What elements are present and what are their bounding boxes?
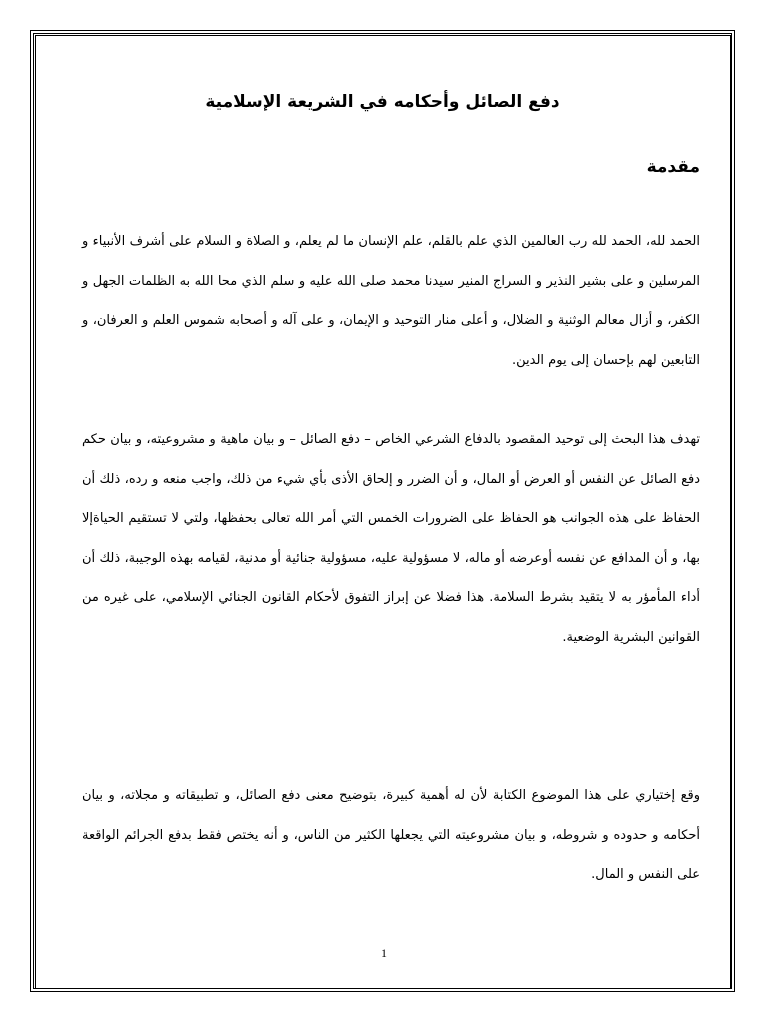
paragraph-1: الحمد لله، الحمد لله رب العالمين الذي علم بالقلم، علم الإنسان ما لم يعلم، و الصلاة و السلام على أشرف الأنبياء و المرسلين و على بشير النذير و السراج المنير سيدنا محمد صلى الله عليه و سلم الذي محا الله به الظلمات الجهل و الكفر، و أزال معالم الوثنية و الضلال، و أعلى منار التوحيد و الإيمان، و على آله و أصحابه شموس العلم و العرفان، و التابعين لهم بإحسان إلى يوم الدين. [82,234,700,368]
page-number: 1 [381,946,387,960]
section-heading-introduction: مقدمة [646,157,700,177]
paragraph-2: تهدف هذا البحث إلى توحيد المقصود بالدفاع الشرعي الخاص – دفع الصائل – و بيان ماهية و مشروعيته، و بيان حكم دفع الصائل عن النفس أو العرض أو المال، و أن الضرر و إلحاق الأذى بأي شيء من ذلك، واجب منعه و رده، ذلك أن الحفاظ على هذه الجوانب هو الحفاظ على الضرورات الخمس التي أمر الله تعالى بحفظها، ولتي لا تستقيم الحياةإلا بها، و أن المدافع عن نفسه أوعرضه أو ماله، لا مسؤولية عليه، مسؤولية جنائية أو مدنية، لقيامه بهذه الوجيبة، ذلك أن أداء المأمؤر به لا يتقيد بشرط السلامة. هذا فضلا عن إبراز التفوق لأحكام القانون الجنائي الإسلامي، على غيره من القوانين البشرية الوضعية. [82,432,700,645]
document-title: دفع الصائل وأحكامه في الشريعة الإسلامية [205,92,560,112]
paragraph-3: وقع إختياري على هذا الموضوع الكتابة لأن له أهمية كبيرة، بتوضيح معنى دفع الصائل، و تطبيقاته و مجلاته، و بيان أحكامه و حدوده و شروطه، و بيان مشروعيته التي يجعلها الكثير من الناس، و أنه يختص فقط بدفع الجرائم الواقعة على النفس و المال. [82,788,700,883]
